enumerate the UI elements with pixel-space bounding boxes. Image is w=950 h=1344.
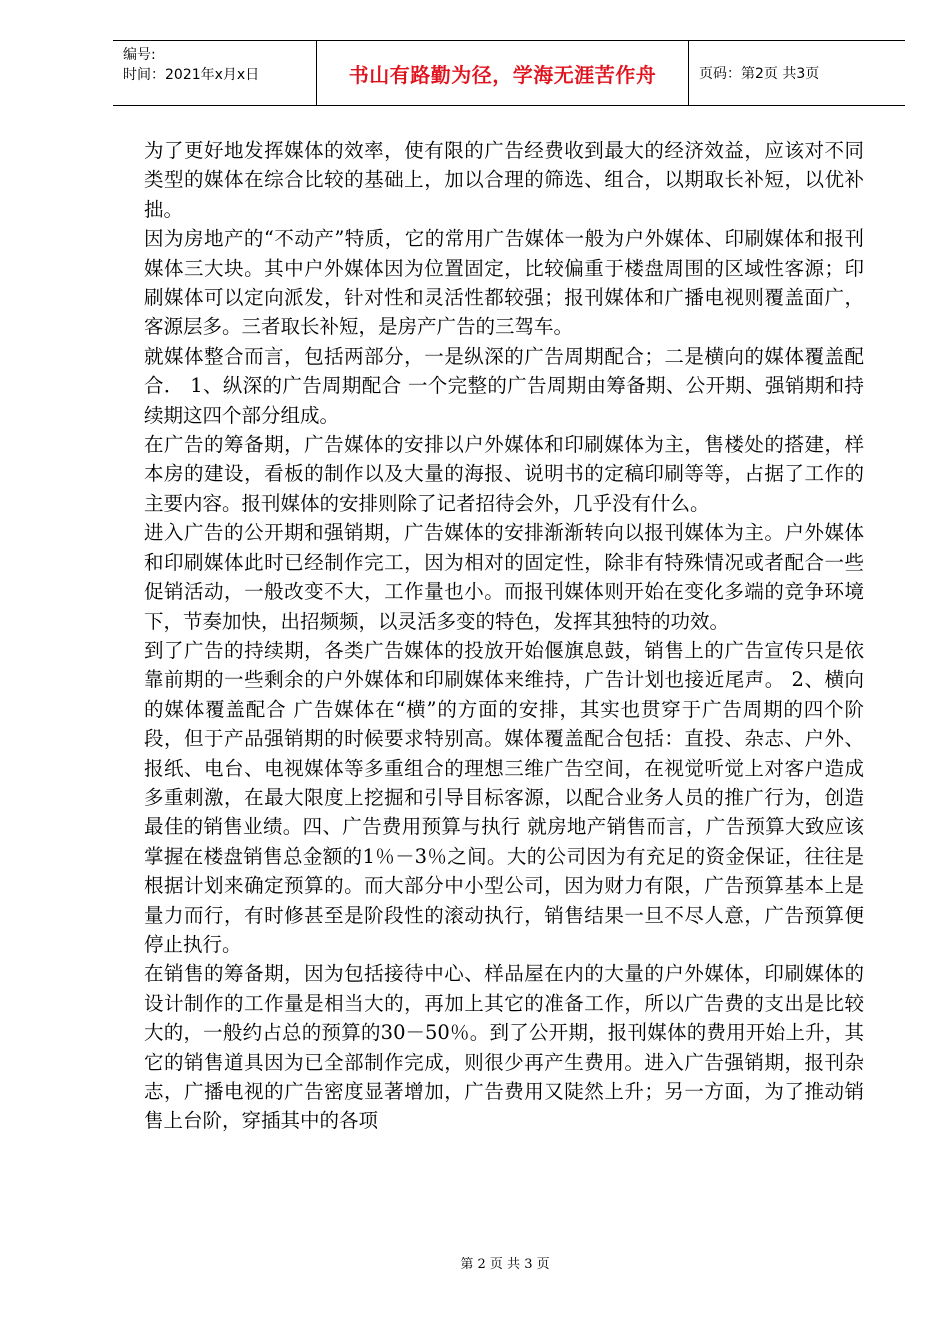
- document-body: [144, 136, 864, 1136]
- body-paragraph: 就媒体整合而言，包括两部分，一是纵深的广告周期配合；二是横向的媒体覆盖配合． 1、纵深的广告周期配合 一个完整的广告周期由筹备期、公开期、强销期和持续期这四个部分组成。: [144, 344, 864, 427]
- header-page-number: 页码：第2页 共3页: [699, 66, 820, 82]
- header-motto: 书山有路勤为径，学海无涯苦作舟: [316, 41, 689, 105]
- body-paragraph: 为了更好地发挥媒体的效率，使有限的广告经费收到最大的经济效益，应该对不同类型的媒体在综合比较的基础上，加以合理的筛选、组合，以期取长补短，以优补拙。: [144, 139, 864, 221]
- page-header: [113, 40, 905, 106]
- body-paragraph: 在广告的筹备期，广告媒体的安排以户外媒体和印刷媒体为主，售楼处的搭建，样本房的建设，看板的制作以及大量的海报、说明书的定稿印刷等等，占据了工作的主要内容。报刊媒体的安排则除了记者招待会外，几乎没有什么。: [144, 433, 864, 515]
- header-meta: [113, 41, 316, 105]
- body-paragraph: 在销售的筹备期，因为包括接待中心、样品屋在内的大量的户外媒体，印刷媒体的设计制作的工作量是相当大的，再加上其它的准备工作，所以广告费的支出是比较大的，一般约占总的预算的30－50％。到了公开期，报刊媒体的费用开始上升，其它的销售道具因为已全部制作完成，则很少再产生费用。进入广告强销期，报刊杂志，广播电视的广告密度显著增加，广告费用又陡然上升；另一方面，为了推动销售上台阶，穿插其中的各项: [144, 962, 864, 1133]
- document-number-label: 编号:: [123, 47, 156, 63]
- page-footer: 第 2 页 共 3 页: [460, 1257, 550, 1272]
- document-time-label: 时间：2021年x月x日: [123, 67, 260, 83]
- body-paragraph: 因为房地产的“不动产”特质，它的常用广告媒体一般为户外媒体、印刷媒体和报刊媒体三大块。其中户外媒体因为位置固定，比较偏重于楼盘周围的区域性客源；印刷媒体可以定向派发，针对性和灵活性都较强；报刊媒体和广播电视则覆盖面广，客源层多。三者取长补短，是房产广告的三驾车。: [144, 227, 864, 339]
- body-paragraph: 进入广告的公开期和强销期，广告媒体的安排渐渐转向以报刊媒体为主。户外媒体和印刷媒体此时已经制作完工，因为相对的固定性，除非有特殊情况或者配合一些促销活动，一般改变不大，工作量也小。而报刊媒体则开始在变化多端的竞争环境下，节奏加快，出招频频，以灵活多变的特色，发挥其独特的功效。: [144, 521, 864, 633]
- body-paragraph: 到了广告的持续期，各类广告媒体的投放开始偃旗息鼓，销售上的广告宣传只是依靠前期的一些剩余的户外媒体和印刷媒体来维持，广告计划也接近尾声。 2、横向的媒体覆盖配合 广告媒体在“横”的方面的安排，其实也贯穿于广告周期的四个阶段，但于产品强销期的时候要求特别高。媒体覆盖配合包括：直投、杂志、户外、报纸、电台、电视媒体等多重组合的理想三维广告空间，在视觉听觉上对客户造成多重刺激，在最大限度上挖掘和引导目标客源，以配合业务人员的推广行为，创造最佳的销售业绩。四、广告费用预算与执行 就房地产销售而言，广告预算大致应该掌握在楼盘销售总金额的1％－3％之间。大的公司因为有充足的资金保证，往往是根据计划来确定预算的。而大部分中小型公司，因为财力有限，广告预算基本上是量力而行，有时修甚至是阶段性的滚动执行，销售结果一旦不尽人意，广告预算便停止执行。: [144, 638, 864, 956]
